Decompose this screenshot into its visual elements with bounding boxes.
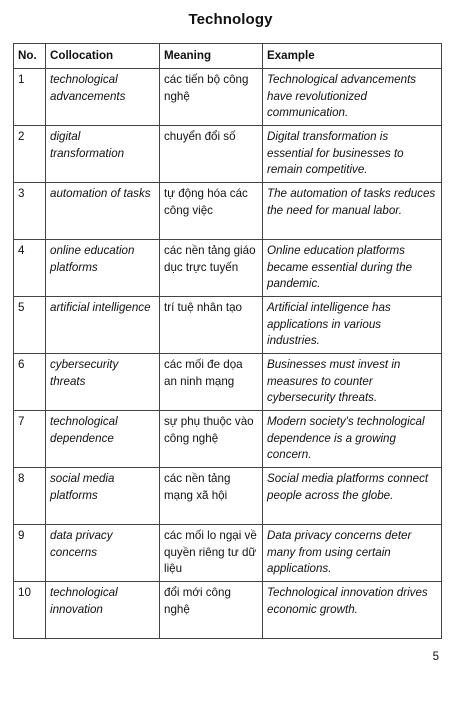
meaning-cell: đổi mới công nghệ [160,582,263,639]
table-row [14,183,442,240]
meaning-cell: chuyển đổi số [160,126,263,183]
collocation-cell: online education platforms [46,240,160,297]
row-number: 2 [14,126,46,183]
meaning-cell: các nền tảng giáo dục trực tuyến [160,240,263,297]
example-cell: Modern society's technological dependence is a growing concern. [263,411,442,468]
example-cell: Online education platforms became essential during the pandemic. [263,240,442,297]
collocation-cell: artificial intelligence [46,297,160,354]
row-number: 5 [14,297,46,354]
page-number: 5 [432,651,439,663]
example-cell: Data privacy concerns deter many from using certain applications. [263,525,442,582]
table-row [14,582,442,639]
header-collocation: Collocation [46,44,160,69]
table-header-row [14,44,442,69]
table-row [14,297,442,354]
header-meaning: Meaning [160,44,263,69]
table-row [14,69,442,126]
header-no: No. [14,44,46,69]
row-number: 1 [14,69,46,126]
table-row [14,240,442,297]
meaning-cell: tự động hóa các công việc [160,183,263,240]
row-number: 7 [14,411,46,468]
row-number: 10 [14,582,46,639]
example-cell: The automation of tasks reduces the need for manual labor. [263,183,442,240]
header-example: Example [263,44,442,69]
collocation-table [13,43,442,639]
meaning-cell: sự phụ thuộc vào công nghệ [160,411,263,468]
row-number: 9 [14,525,46,582]
row-number: 8 [14,468,46,525]
collocation-cell: digital transformation [46,126,160,183]
example-cell: Digital transformation is essential for businesses to remain competitive. [263,126,442,183]
meaning-cell: các mối đe dọa an ninh mạng [160,354,263,411]
table-row [14,525,442,582]
example-cell: Social media platforms connect people across the globe. [263,468,442,525]
row-number: 3 [14,183,46,240]
table-row [14,126,442,183]
row-number: 6 [14,354,46,411]
row-number: 4 [14,240,46,297]
collocation-cell: technological innovation [46,582,160,639]
meaning-cell: trí tuệ nhân tạo [160,297,263,354]
meaning-cell: các mối lo ngại về quyền riêng tư dữ liệu [160,525,263,582]
example-cell: Technological innovation drives economic growth. [263,582,442,639]
collocation-cell: automation of tasks [46,183,160,240]
table-row [14,411,442,468]
meaning-cell: các nền tảng mạng xã hội [160,468,263,525]
example-cell: Businesses must invest in measures to counter cybersecurity threats. [263,354,442,411]
collocation-cell: cybersecurity threats [46,354,160,411]
collocation-cell: social media platforms [46,468,160,525]
collocation-cell: technological dependence [46,411,160,468]
table-row [14,354,442,411]
meaning-cell: các tiến bộ công nghệ [160,69,263,126]
example-cell: Technological advancements have revolutionized communication. [263,69,442,126]
page-title: Technology [188,11,273,28]
example-cell: Artificial intelligence has applications in various industries. [263,297,442,354]
collocation-cell: technological advancements [46,69,160,126]
table-row [14,468,442,525]
collocation-cell: data privacy concerns [46,525,160,582]
